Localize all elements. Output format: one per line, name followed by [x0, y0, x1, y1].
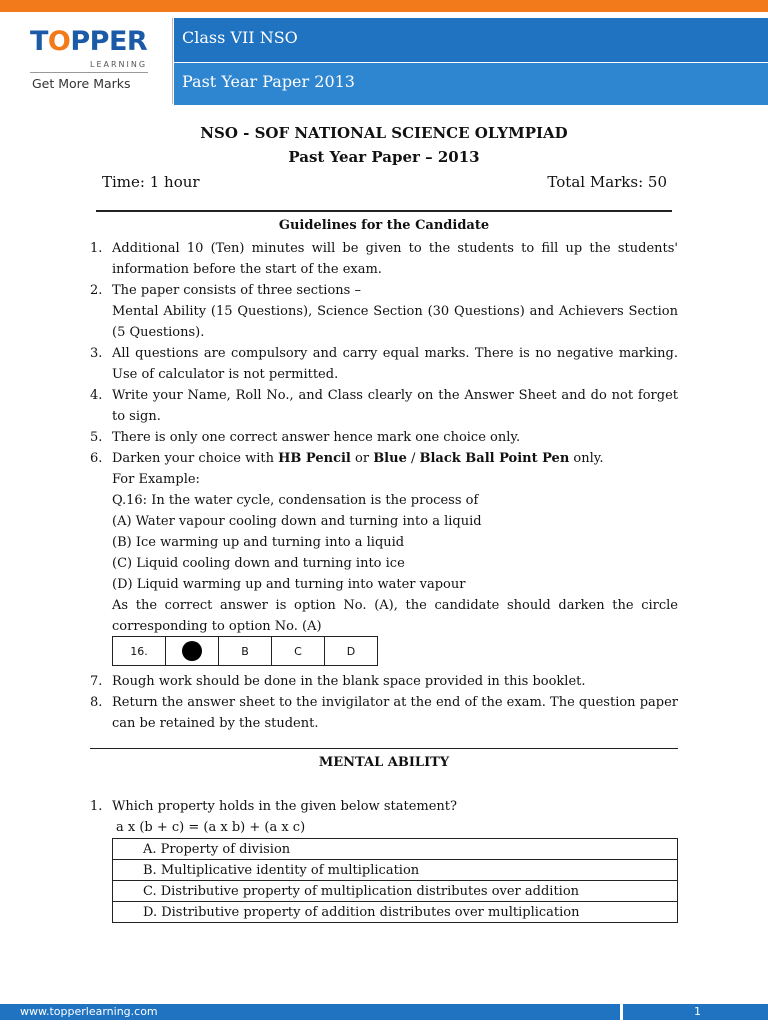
option-a: A. Property of division — [113, 839, 678, 860]
total-marks: Total Marks: 50 — [547, 173, 667, 191]
answer-question-number: 16. — [113, 637, 166, 666]
question-number: 1. — [90, 799, 103, 814]
guideline-8: Return the answer sheet to the invigilator at the end of the exam. The question paper can be retained by the student. — [112, 695, 678, 731]
paper-label: Past Year Paper 2013 — [182, 72, 355, 91]
logo-wordmark: TOPPER — [30, 26, 148, 57]
section-heading: MENTAL ABILITY — [318, 755, 450, 770]
example-option-a: (A) Water vapour cooling down and turning into a liquid — [112, 514, 482, 529]
guideline-3: All questions are compulsory and carry equal marks. There is no negative marking. Use of calculator is not permitted. — [112, 346, 678, 382]
option-c: C. Distributive property of multiplication distributes over addition — [113, 881, 678, 902]
filled-circle-icon — [182, 641, 202, 661]
question-1-text: Which property holds in the given below statement? — [112, 799, 457, 814]
option-b: B. Multiplicative identity of multiplication — [113, 860, 678, 881]
guideline-2-intro: The paper consists of three sections – — [112, 283, 361, 298]
guideline-number: 5. — [90, 430, 103, 445]
guideline-number: 2. — [90, 283, 103, 298]
guideline-5: There is only one correct answer hence mark one choice only. — [112, 430, 521, 445]
class-banner — [174, 18, 768, 62]
guideline-number: 8. — [90, 695, 103, 710]
black-pen-text: Black Ball Point Pen — [419, 451, 570, 466]
answer-bubble-a — [166, 637, 219, 666]
top-accent-bar — [0, 0, 768, 12]
hb-pencil-text: HB Pencil — [278, 451, 351, 466]
option-d: D. Distributive property of addition distributes over multiplication — [113, 902, 678, 923]
guideline-6-text: Darken your choice with — [112, 451, 279, 466]
guidelines-heading: Guidelines for the Candidate — [278, 218, 490, 233]
question-1-options — [112, 838, 678, 923]
topper-logo — [20, 24, 160, 100]
example-question: Q.16: In the water cycle, condensation is the process of — [112, 493, 479, 508]
guideline-6-text: / — [406, 451, 420, 466]
guideline-6-text: only. — [569, 451, 604, 466]
guideline-number: 7. — [90, 674, 103, 689]
footer-separator — [620, 1004, 623, 1020]
example-option-b: (B) Ice warming up and turning into a liquid — [112, 535, 405, 550]
answer-bubble-c: C — [272, 637, 325, 666]
title-divider — [96, 210, 672, 212]
guideline-2-detail: Mental Ability (15 Questions), Science Section (30 Questions) and Achievers Section (5 Questions). — [112, 304, 678, 340]
paper-banner — [174, 62, 768, 105]
guideline-number: 1. — [90, 241, 103, 256]
example-note: As the correct answer is option No. (A), the candidate should darken the circle corresponding to option No. (A) — [112, 598, 678, 634]
logo-subtext: LEARNING — [90, 60, 148, 69]
class-label: Class VII NSO — [182, 28, 298, 47]
footer-url-link[interactable]: www.topperlearning.com — [20, 1005, 158, 1018]
example-option-d: (D) Liquid warming up and turning into water vapour — [112, 577, 466, 592]
guideline-6 — [112, 448, 678, 469]
page-footer — [0, 1004, 768, 1020]
logo-divider — [30, 72, 148, 73]
example-label: For Example: — [112, 472, 200, 487]
document-title: NSO - SOF NATIONAL SCIENCE OLYMPIAD — [200, 124, 568, 142]
logo-tagline: Get More Marks — [32, 76, 131, 91]
exam-time: Time: 1 hour — [102, 173, 200, 191]
page-number: 1 — [694, 1005, 701, 1018]
answer-bubble-d: D — [325, 637, 378, 666]
blue-pen-text: Blue — [373, 451, 407, 466]
answer-sheet-sample — [112, 636, 378, 666]
header-divider — [172, 18, 173, 104]
guideline-1: Additional 10 (Ten) minutes will be given to the students to fill up the students' information before the start of the exam. — [112, 241, 678, 277]
guideline-number: 4. — [90, 388, 103, 403]
guideline-number: 6. — [90, 451, 103, 466]
guideline-7: Rough work should be done in the blank space provided in this booklet. — [112, 674, 586, 689]
guideline-number: 3. — [90, 346, 103, 361]
question-1-expression: a x (b + c) = (a x b) + (a x c) — [116, 820, 306, 835]
guideline-6-text: or — [350, 451, 374, 466]
guideline-4: Write your Name, Roll No., and Class clearly on the Answer Sheet and do not forget to sign. — [112, 388, 678, 424]
answer-bubble-b: B — [219, 637, 272, 666]
example-option-c: (C) Liquid cooling down and turning into ice — [112, 556, 405, 571]
section-divider — [90, 748, 678, 749]
document-subtitle: Past Year Paper – 2013 — [288, 148, 480, 166]
